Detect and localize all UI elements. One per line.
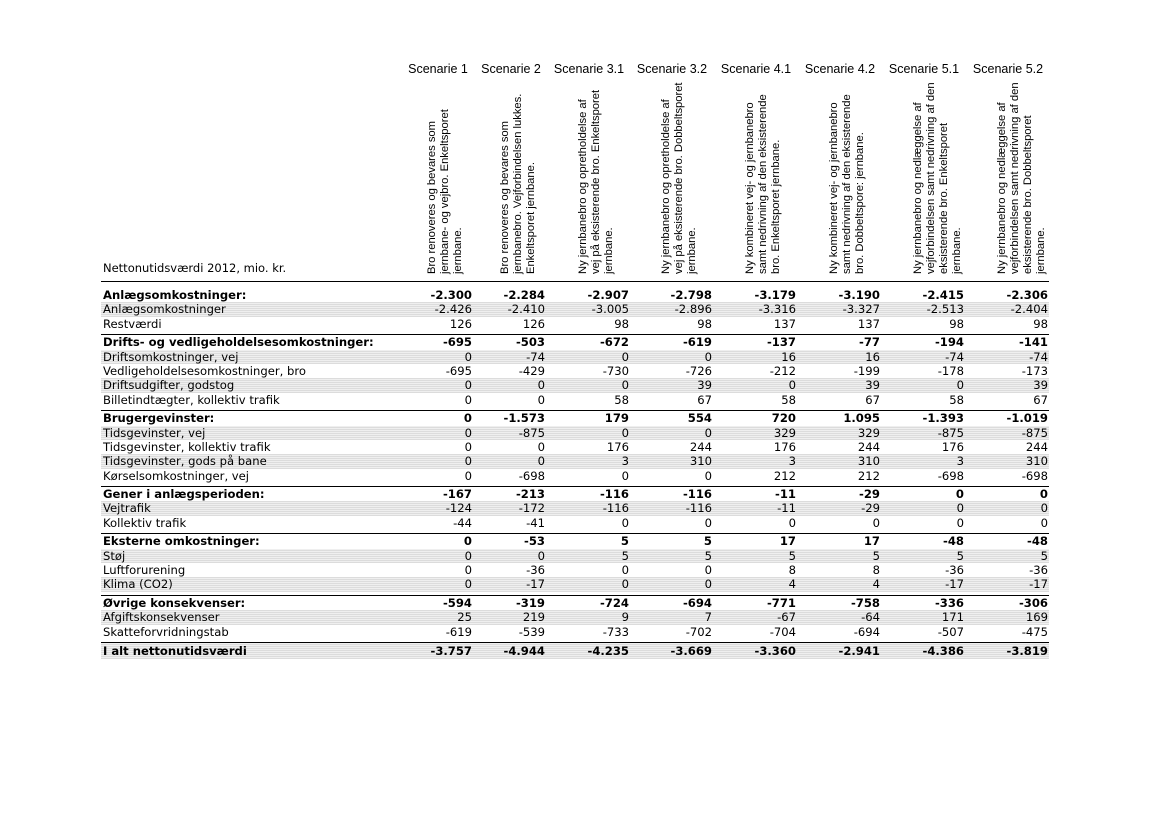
cell-value: 98: [1033, 316, 1048, 331]
cell-value: 3: [956, 454, 964, 469]
row-label: Driftsudgifter, godstog: [103, 378, 235, 393]
cell-value: 8: [872, 563, 880, 578]
row-label: Billetindtægter, kollektiv trafik: [103, 392, 280, 407]
cell-value: 0: [955, 487, 964, 502]
cell-value: 67: [1033, 392, 1048, 407]
cell-value: 0: [464, 425, 472, 440]
cell-value: -4.386: [922, 643, 964, 658]
cell-value: 0: [621, 515, 629, 530]
cell-value: -53: [524, 534, 545, 549]
cell-value: -4.235: [587, 643, 629, 658]
cell-value: -3.757: [430, 643, 472, 658]
cell-value: -672: [599, 335, 629, 350]
cell-value: 4: [872, 577, 880, 592]
table-row: [101, 302, 1049, 316]
cell-value: 329: [773, 425, 796, 440]
cell-value: 39: [865, 378, 880, 393]
scenario-description-8: [996, 82, 1058, 274]
cell-value: -116: [682, 487, 712, 502]
cell-value: 5: [1040, 548, 1048, 563]
cell-value: -2.306: [1006, 288, 1048, 302]
cell-value: -2.300: [430, 288, 472, 302]
cell-value: 67: [697, 392, 712, 407]
cell-value: 176: [941, 439, 964, 454]
cell-value: -771: [766, 595, 796, 610]
cell-value: 137: [773, 316, 796, 331]
cell-value: 3: [788, 454, 796, 469]
cell-value: 0: [537, 378, 545, 393]
row-label: Kørselsomkostninger, vej: [103, 468, 250, 483]
cell-value: -1.393: [922, 411, 964, 426]
cell-value: 5: [620, 534, 629, 549]
cell-value: 0: [621, 425, 629, 440]
cell-value: 0: [537, 454, 545, 469]
cell-value: 0: [464, 548, 472, 563]
cell-value: -137: [766, 335, 796, 350]
cell-value: -594: [442, 595, 472, 610]
cell-value: 58: [614, 392, 629, 407]
cell-value: -212: [769, 363, 796, 378]
cell-value: -3.316: [758, 302, 796, 317]
cell-value: -2.798: [670, 288, 712, 302]
scenario-description-1: [426, 82, 488, 274]
cell-value: -702: [685, 624, 712, 639]
scenario-description-text: Bro renoveres og bevares som jernbane- og vejbro. Enkeltsporet jernbane.: [426, 109, 464, 274]
scenario-name-5: Scenarie 4.1: [720, 62, 792, 76]
scenario-description-text: Ny kombineret vej- og jernbanebro samt nedrivning af den eksisterende bro. Enkeltsporet jernbane.: [744, 94, 782, 274]
cell-value: -2.896: [674, 302, 712, 317]
cell-value: 5: [621, 548, 629, 563]
cell-value: 39: [1033, 378, 1048, 393]
table-row: [101, 426, 1049, 440]
cell-value: -3.669: [670, 643, 712, 658]
scenario-description-text: Ny jernbanebro og nedlæggelse af vejforbindelsen samt nedrivning af den eksisterende bro. Enkeltsporet jernbane.: [912, 82, 963, 274]
cell-value: -48: [943, 534, 964, 549]
table-row: [101, 364, 1049, 378]
cell-value: 244: [689, 439, 712, 454]
cell-value: -3.005: [591, 302, 629, 317]
cell-value: -17: [945, 577, 964, 592]
cell-value: -116: [602, 501, 629, 516]
cell-value: -336: [934, 595, 964, 610]
cell-value: -2.426: [434, 302, 472, 317]
cell-value: 0: [621, 577, 629, 592]
cell-value: 0: [621, 378, 629, 393]
cell-value: -695: [442, 335, 472, 350]
cell-value: 17: [863, 534, 880, 549]
cell-value: -74: [1029, 349, 1048, 364]
cell-value: 0: [1039, 487, 1048, 502]
cell-value: -74: [526, 349, 545, 364]
table-row: [101, 577, 1049, 591]
cell-value: 310: [1025, 454, 1048, 469]
cell-value: 244: [1025, 439, 1048, 454]
cell-value: -172: [518, 501, 545, 516]
cell-value: -29: [861, 501, 880, 516]
cell-value: 0: [956, 378, 964, 393]
cell-value: -2.415: [922, 288, 964, 302]
cell-value: -2.513: [926, 302, 964, 317]
cell-value: 720: [771, 411, 796, 426]
cell-value: 244: [857, 439, 880, 454]
cell-value: 0: [704, 349, 712, 364]
table-row: [101, 610, 1049, 624]
cell-value: 5: [956, 548, 964, 563]
cell-value: -503: [515, 335, 545, 350]
cell-value: 0: [463, 534, 472, 549]
section-total-row: [101, 288, 1049, 302]
cell-value: 0: [704, 577, 712, 592]
cell-value: 0: [704, 515, 712, 530]
cell-value: -36: [526, 563, 545, 578]
cell-value: 0: [464, 468, 472, 483]
cell-value: -2.941: [838, 643, 880, 658]
cell-value: -17: [526, 577, 545, 592]
cell-value: 554: [687, 411, 712, 426]
table-row: [101, 378, 1049, 392]
cell-value: 169: [1025, 610, 1048, 625]
cell-value: -3.327: [842, 302, 880, 317]
scenario-descriptions: [0, 82, 1169, 278]
header-divider: [101, 281, 1049, 282]
section-total-row: [101, 411, 1049, 425]
cell-value: 0: [704, 425, 712, 440]
table-row: [101, 350, 1049, 364]
cell-value: -2.410: [507, 302, 545, 317]
cell-value: -64: [861, 610, 880, 625]
scenario-name-4: Scenarie 3.2: [636, 62, 708, 76]
cell-value: 39: [697, 378, 712, 393]
table-row: [101, 440, 1049, 454]
cell-value: -17: [1029, 577, 1048, 592]
cell-value: -3.360: [754, 643, 796, 658]
table-row: [101, 393, 1049, 407]
cell-value: 0: [872, 515, 880, 530]
cell-value: 171: [941, 610, 964, 625]
cell-value: -695: [445, 363, 472, 378]
cell-value: -11: [775, 487, 796, 502]
cell-value: 0: [1040, 515, 1048, 530]
cell-value: -875: [937, 425, 964, 440]
section-total-row: [101, 596, 1049, 610]
cell-value: 219: [522, 610, 545, 625]
cell-value: -48: [1027, 534, 1048, 549]
row-label: Afgiftskonsekvenser: [103, 610, 220, 625]
cell-value: 5: [704, 548, 712, 563]
cell-value: 98: [614, 316, 629, 331]
table-section: [101, 486, 1049, 530]
row-label: Anlægsomkostninger: [103, 302, 226, 317]
table-row: [101, 501, 1049, 515]
cell-value: 310: [689, 454, 712, 469]
row-label: Skatteforvridningstab: [103, 624, 229, 639]
cell-value: 67: [865, 392, 880, 407]
cell-value: -199: [853, 363, 880, 378]
cell-value: 0: [956, 501, 964, 516]
table-row: [101, 469, 1049, 483]
cell-value: 0: [537, 548, 545, 563]
cell-value: -3.179: [754, 288, 796, 302]
cell-value: -3.190: [838, 288, 880, 302]
row-label: Støj: [103, 548, 126, 563]
cell-value: 0: [537, 439, 545, 454]
table-row: [101, 454, 1049, 468]
cell-value: 25: [457, 610, 472, 625]
cell-value: -726: [685, 363, 712, 378]
scenario-description-text: Ny jernbanebro og opretholdelse af vej på eksisterende bro. Enkeltsporet jernbane.: [577, 89, 615, 274]
row-label: Luftforurening: [103, 563, 186, 578]
cell-value: -194: [934, 335, 964, 350]
cell-value: -730: [602, 363, 629, 378]
cell-value: -875: [518, 425, 545, 440]
cell-value: 0: [704, 563, 712, 578]
cell-value: 0: [464, 349, 472, 364]
cell-value: 0: [956, 515, 964, 530]
row-label: Eksterne omkostninger:: [103, 534, 260, 549]
cell-value: 0: [621, 468, 629, 483]
cell-value: 0: [537, 392, 545, 407]
table-section: [101, 288, 1049, 331]
table-row: [101, 625, 1049, 639]
row-label: Anlægsomkostninger:: [103, 288, 247, 302]
cell-value: -36: [1029, 563, 1048, 578]
cell-value: 126: [522, 316, 545, 331]
scenario-description-text: Bro renoveres og bevares som jernbanebro. Vejforbindelsen lukkes. Enkeltsporet jernbane.: [499, 93, 537, 274]
cell-value: 16: [781, 349, 796, 364]
grand-total-section: [101, 642, 1049, 659]
row-label: Gener i anlægsperioden:: [103, 487, 265, 502]
cell-value: -41: [526, 515, 545, 530]
scenario-description-4: [660, 82, 722, 274]
section-total-row: [101, 487, 1049, 501]
cell-value: 176: [606, 439, 629, 454]
cell-value: -539: [518, 624, 545, 639]
cell-value: 5: [872, 548, 880, 563]
scenario-name-3: Scenarie 3.1: [553, 62, 625, 76]
cost-benefit-table: [101, 288, 1049, 659]
section-total-row: [101, 335, 1049, 349]
scenario-description-2: [499, 82, 561, 274]
scenario-description-6: [828, 82, 890, 274]
cell-value: 98: [949, 316, 964, 331]
cell-value: 4: [788, 577, 796, 592]
cell-value: 5: [703, 534, 712, 549]
table-header-label: Nettonutidsværdi 2012, mio. kr.: [103, 261, 287, 275]
cell-value: -4.944: [503, 643, 545, 658]
cell-value: -507: [937, 624, 964, 639]
cell-value: -698: [937, 468, 964, 483]
cell-value: -116: [685, 501, 712, 516]
cell-value: 176: [773, 439, 796, 454]
table-section: [101, 533, 1049, 592]
cell-value: 0: [621, 349, 629, 364]
cell-value: -74: [945, 349, 964, 364]
row-label: Tidsgevinster, kollektiv trafik: [103, 439, 271, 454]
scenario-description-3: [577, 82, 639, 274]
cell-value: 0: [1040, 501, 1048, 516]
scenario-name-6: Scenarie 4.2: [804, 62, 876, 76]
cell-value: -1.019: [1006, 411, 1048, 426]
cell-value: -77: [859, 335, 880, 350]
cell-value: 98: [697, 316, 712, 331]
cell-value: -704: [769, 624, 796, 639]
cell-value: 126: [449, 316, 472, 331]
cell-value: -44: [453, 515, 472, 530]
table-row: [101, 563, 1049, 577]
row-label: Klima (CO2): [103, 577, 173, 592]
cell-value: 0: [464, 378, 472, 393]
cell-value: -2.907: [587, 288, 629, 302]
cell-value: 310: [857, 454, 880, 469]
scenario-name-8: Scenarie 5.2: [972, 62, 1044, 76]
row-label: Restværdi: [103, 316, 162, 331]
cell-value: 179: [604, 411, 629, 426]
cell-value: 0: [463, 411, 472, 426]
row-label: Vedligeholdelsesomkostninger, bro: [103, 363, 306, 378]
row-label: Øvrige konsekvenser:: [103, 595, 246, 610]
section-total-row: [101, 534, 1049, 548]
cell-value: -619: [445, 624, 472, 639]
row-label: I alt nettonutidsværdi: [103, 643, 247, 658]
cell-value: 5: [788, 548, 796, 563]
table-row: [101, 516, 1049, 530]
row-label: Tidsgevinster, vej: [103, 425, 206, 440]
cell-value: -619: [682, 335, 712, 350]
scenario-name-2: Scenarie 2: [481, 62, 541, 76]
grand-total-row: [101, 643, 1049, 659]
cell-value: 0: [788, 378, 796, 393]
scenario-description-text: Ny jernbanebro og nedlæggelse af vejforbindelsen samt nedrivning af den eksisterende bro. Dobbeltsporet jernbane.: [996, 82, 1047, 274]
row-label: Driftsomkostninger, vej: [103, 349, 239, 364]
cell-value: -698: [518, 468, 545, 483]
row-label: Vejtrafik: [103, 501, 151, 516]
cell-value: 0: [621, 563, 629, 578]
table-section: [101, 410, 1049, 483]
cell-value: 16: [865, 349, 880, 364]
cell-value: -733: [602, 624, 629, 639]
cell-value: -173: [1021, 363, 1048, 378]
cell-value: 7: [704, 610, 712, 625]
cell-value: 17: [779, 534, 796, 549]
cell-value: -29: [859, 487, 880, 502]
row-label: Drifts- og vedligeholdelsesomkostninger:: [103, 335, 374, 350]
cell-value: -875: [1021, 425, 1048, 440]
cell-value: -2.284: [503, 288, 545, 302]
cell-value: -67: [777, 610, 796, 625]
cell-value: -116: [599, 487, 629, 502]
table-section: [101, 334, 1049, 407]
cell-value: 0: [464, 563, 472, 578]
scenario-name-1: Scenarie 1: [408, 62, 468, 76]
table-row: [101, 317, 1049, 331]
cell-value: -178: [937, 363, 964, 378]
cell-value: -36: [945, 563, 964, 578]
cell-value: 1.095: [843, 411, 880, 426]
cell-value: 0: [464, 577, 472, 592]
cell-value: 0: [464, 439, 472, 454]
row-label: Tidsgevinster, gods på bane: [103, 454, 267, 469]
table-row: [101, 549, 1049, 563]
cell-value: 0: [788, 515, 796, 530]
cell-value: 137: [857, 316, 880, 331]
cell-value: -758: [850, 595, 880, 610]
cell-value: 0: [464, 392, 472, 407]
cell-value: 9: [621, 610, 629, 625]
row-label: Brugergevinster:: [103, 411, 215, 426]
cell-value: -1.573: [503, 411, 545, 426]
cell-value: 212: [773, 468, 796, 483]
cell-value: -694: [682, 595, 712, 610]
scenario-description-text: Ny kombineret vej- og jernbanebro samt nedrivning af den eksisterende bro. Dobbeltspore: jernbane.: [828, 94, 866, 274]
cell-value: -11: [777, 501, 796, 516]
cell-value: 212: [857, 468, 880, 483]
cell-value: -3.819: [1006, 643, 1048, 658]
cell-value: -213: [515, 487, 545, 502]
row-label: Kollektiv trafik: [103, 515, 187, 530]
cell-value: -2.404: [1010, 302, 1048, 317]
cell-value: -306: [1018, 595, 1048, 610]
table-section: [101, 595, 1049, 639]
cell-value: 8: [788, 563, 796, 578]
cell-value: -141: [1018, 335, 1048, 350]
cell-value: -698: [1021, 468, 1048, 483]
cell-value: -124: [445, 501, 472, 516]
cell-value: 58: [949, 392, 964, 407]
cell-value: 329: [857, 425, 880, 440]
scenario-header-row: [0, 62, 1169, 78]
cell-value: 0: [464, 454, 472, 469]
cell-value: -724: [599, 595, 629, 610]
cell-value: -475: [1021, 624, 1048, 639]
cell-value: -429: [518, 363, 545, 378]
cell-value: -319: [515, 595, 545, 610]
cell-value: 0: [704, 468, 712, 483]
scenario-description-7: [912, 82, 974, 274]
scenario-name-7: Scenarie 5.1: [888, 62, 960, 76]
cell-value: 58: [781, 392, 796, 407]
cell-value: 3: [621, 454, 629, 469]
scenario-description-text: Ny jernbanebro og opretholdelse af vej på eksisterende bro. Dobbeltsporet jernbane.: [660, 82, 698, 274]
cell-value: -167: [442, 487, 472, 502]
cell-value: -694: [853, 624, 880, 639]
scenario-description-5: [744, 82, 806, 274]
